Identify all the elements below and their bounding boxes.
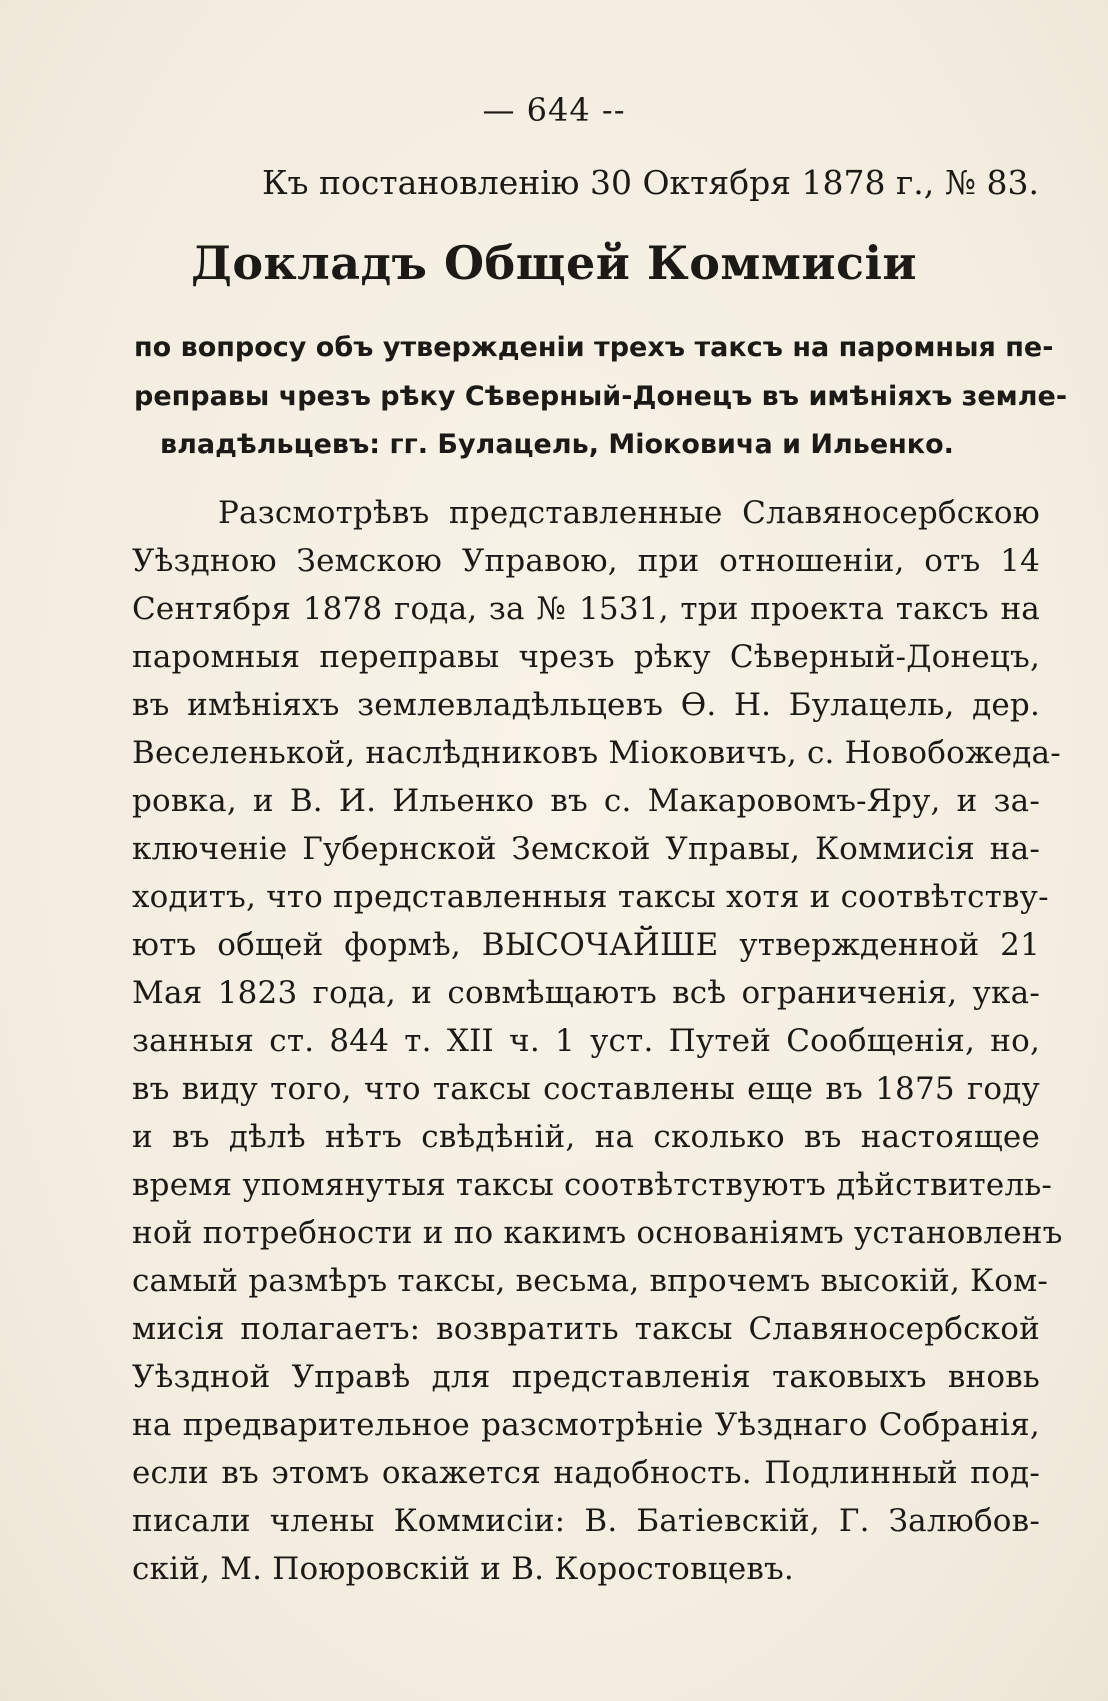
body-line: ной потребности и по какимъ основаніямъ установленъ xyxy=(132,1215,1063,1251)
body-line: ровка, и В. И. Ильенко въ с. Макаровомъ-Яру, и за- xyxy=(132,783,1040,819)
subtitle-line: владѣльцевъ: гг. Булацель, Міоковича и Ильенко. xyxy=(160,429,954,460)
body-line: самый размѣръ таксы, весьма, впрочемъ высокій, Ком- xyxy=(132,1263,1049,1299)
body-line: Уѣздною Земскою Управою, при отношеніи, отъ 14 xyxy=(132,543,1040,579)
body-line: ютъ общей формѣ, ВЫСОЧАЙШЕ утвержденной 21 xyxy=(132,927,1040,963)
body-line: Сентября 1878 года, за № 1531, три проекта таксъ на xyxy=(132,591,1040,627)
body-line: на предварительное разсмотрѣніе Уѣзднаго Собранія, xyxy=(132,1407,1040,1443)
body-line: Разсмотрѣвъ представленные Славяносербскою xyxy=(218,495,1040,531)
body-line: ходитъ, что представленныя таксы хотя и соотвѣтству- xyxy=(132,879,1049,915)
body-line: въ имѣніяхъ землевладѣльцевъ Ѳ. Н. Булацель, дер. xyxy=(132,687,1040,723)
body-line: ключеніе Губернской Земской Управы, Коммисія на- xyxy=(132,831,1040,867)
body-line: Уѣздной Управѣ для представленія таковыхъ вновь xyxy=(132,1359,1040,1395)
report-title: Докладъ Общей Коммисіи xyxy=(190,236,918,290)
body-line: въ виду того, что таксы составлены еще въ 1875 году xyxy=(132,1071,1040,1107)
subtitle-line: по вопросу объ утвержденіи трехъ таксъ на паромныя пе- xyxy=(134,332,1054,363)
body-line: занныя ст. 844 т. XII ч. 1 уст. Путей Сообщенія, но, xyxy=(132,1023,1040,1059)
body-line: скій, М. Поюровскій и В. Коростовцевъ. xyxy=(132,1551,794,1587)
body-line: Мая 1823 года, и совмѣщаютъ всѣ ограниченія, ука- xyxy=(132,975,1040,1011)
resolution-reference: Къ постановленію 30 Октября 1878 г., № 83. xyxy=(262,163,1039,202)
page-number: — 644 -- xyxy=(482,91,626,129)
subtitle-line: реправы чрезъ рѣку Сѣверный-Донецъ въ имѣніяхъ земле- xyxy=(134,381,1068,412)
body-line: мисія полагаетъ: возвратить таксы Славяносербской xyxy=(132,1311,1040,1347)
body-line: время упомянутыя таксы соотвѣтствуютъ дѣйствитель- xyxy=(132,1167,1053,1203)
body-line: и въ дѣлѣ нѣтъ свѣдѣній, на сколько въ настоящее xyxy=(132,1119,1040,1155)
body-line: Веселенькой, наслѣдниковъ Міоковичъ, с. Новобожеда- xyxy=(132,735,1061,771)
body-line: если въ этомъ окажется надобность. Подлинный под- xyxy=(132,1455,1040,1491)
body-line: паромныя переправы чрезъ рѣку Сѣверный-Донецъ, xyxy=(132,639,1040,675)
body-line: писали члены Коммисіи: В. Батіевскій, Г. Залюбов- xyxy=(132,1503,1040,1539)
